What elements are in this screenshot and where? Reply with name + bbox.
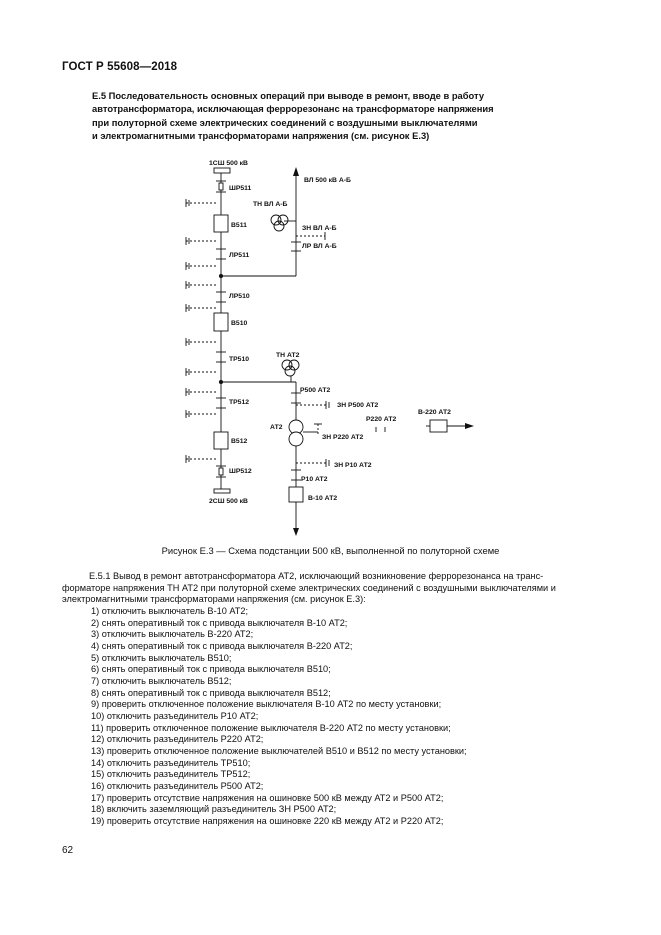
voltage-transformer-tn-vl [271, 215, 296, 231]
label-line-ab: ВЛ 500 кВ А-Б [304, 177, 351, 184]
arrow-right-icon [465, 423, 474, 429]
list-item: 15) отключить разъединитель ТР512; [91, 769, 251, 780]
list-item: 10) отключить разъединитель Р10 АТ2; [91, 710, 259, 721]
label-v512: В512 [231, 438, 248, 445]
page-number: 62 [62, 845, 74, 856]
grounding-switch-icon [186, 410, 216, 418]
breaker-v511 [214, 215, 228, 232]
paragraph-line: электромагнитными трансформаторами напряжения (см. рисунок Е.3): [62, 594, 366, 605]
label-zn-r220: ЗН Р220 АТ2 [322, 434, 364, 441]
list-item: 19) проверить отсутствие напряжения на ошиновке 220 кВ между АТ2 и Р220 АТ2; [91, 815, 444, 826]
grounding-switch-icon [186, 388, 216, 396]
breaker-v220 [430, 420, 447, 432]
figure-caption: Рисунок Е.3 — Схема подстанции 500 кВ, выполненной по полуторной схеме [161, 545, 500, 556]
grounding-switch-icon [314, 424, 322, 436]
bus-1-bar [214, 168, 230, 173]
list-item: 1) отключить выключатель В-10 АТ2; [91, 606, 249, 616]
label-zn-line: ЗН ВЛ А-Б [302, 225, 337, 232]
label-shr512: ШР512 [229, 468, 252, 475]
label-r500: Р500 АТ2 [300, 387, 331, 394]
list-item: 3) отключить выключатель В-220 АТ2; [91, 629, 254, 640]
disconnector-shr512 [216, 466, 226, 477]
label-v10: В-10 АТ2 [308, 495, 338, 502]
label-lr510: ЛР510 [229, 293, 250, 300]
label-v511: В511 [231, 222, 247, 229]
list-item: 5) отключить выключатель В510; [91, 652, 232, 663]
paragraph-line: Е.5.1 Вывод в ремонт автотрансформатора АТ2, исключающий возникновение феррорезонанса на транс- [89, 571, 544, 581]
bus-2-bar [214, 489, 230, 493]
label-tn-line: ТН ВЛ А-Б [253, 201, 288, 208]
paragraph-line: форматоре напряжения ТН АТ2 при полуторной схеме электрических соединений с воздушными выключателями и [62, 582, 556, 593]
grounding-switch-icon [296, 459, 329, 467]
label-zn-r500: ЗН Р500 АТ2 [337, 402, 379, 409]
label-tn-at2: ТН АТ2 [276, 352, 300, 359]
grounding-switch-icon [296, 401, 329, 409]
label-lr-line: ЛР ВЛ А-Б [302, 243, 337, 250]
grounding-switch-icon [186, 237, 216, 245]
grounding-switch-icon [186, 199, 216, 207]
arrow-down-icon [293, 528, 299, 536]
list-item: 8) снять оперативный ток с привода выключателя В512; [91, 687, 331, 698]
list-item: 4) снять оперативный ток с привода выключателя В-220 АТ2; [91, 640, 353, 651]
list-item: 17) проверить отсутствие напряжения на ошиновке 500 кВ между АТ2 и Р500 АТ2; [91, 792, 444, 803]
section-title-line: при полуторной схеме электрических соединений с воздушными выключателями [92, 116, 478, 128]
label-r10: Р10 АТ2 [301, 476, 328, 483]
list-item: 6) снять оперативный ток с привода выключателя В510; [91, 664, 331, 675]
grounding-switch-icon [186, 281, 216, 289]
list-item: 13) проверить отключенное положение выключателей В510 и В512 по месту установки; [91, 745, 467, 756]
label-tr512: ТР512 [229, 399, 250, 406]
grounding-switch-icon [186, 338, 216, 346]
label-lr511: ЛР511 [229, 252, 250, 259]
grounding-switch-icon [186, 304, 216, 312]
grounding-switch-icon [186, 262, 216, 270]
list-item: 11) проверить отключенное положение выключателя В-220 АТ2 по месту установки; [91, 722, 451, 733]
label-v510: В510 [231, 320, 248, 327]
list-item: 16) отключить разъединитель Р500 АТ2; [91, 780, 264, 791]
paragraph-e51 [62, 571, 602, 606]
label-v220: В-220 АТ2 [418, 409, 451, 416]
label-shr511: ШР511 [229, 185, 252, 192]
list-item: 7) отключить выключатель В512; [91, 675, 232, 686]
list-item: 14) отключить разъединитель ТР510; [91, 757, 251, 768]
list-item: 9) проверить отключенное положение выключателя В-10 АТ2 по месту установки; [91, 699, 442, 710]
list-item: 12) отключить разъединитель Р220 АТ2; [91, 734, 264, 745]
bus-1-label: 1СШ 500 кВ [209, 160, 248, 167]
section-title-line: и электромагнитными трансформаторами напряжения (см. рисунок Е.3) [92, 129, 430, 141]
disconnector-r220 [376, 427, 385, 432]
section-title-line: автотрансформатора, исключающая феррорезонанс на трансформаторе напряжения [92, 103, 494, 115]
bus-2-label: 2СШ 500 кВ [209, 498, 248, 505]
label-zn-r10: ЗН Р10 АТ2 [334, 462, 372, 469]
label-tr510: ТР510 [229, 356, 250, 363]
disconnector-shr511 [216, 181, 226, 192]
list-item: 2) снять оперативный ток с привода выключателя В-10 АТ2; [91, 617, 348, 628]
document-header: ГОСТ Р 55608—2018 [62, 61, 178, 73]
label-at2: АТ2 [270, 424, 283, 431]
voltage-transformer-tn-at2 [282, 360, 299, 382]
autotransformer-at2 [289, 420, 303, 446]
grounding-switch-icon [296, 232, 325, 240]
arrow-up-icon [293, 167, 299, 176]
breaker-v512 [214, 432, 228, 449]
breaker-v10 [289, 487, 303, 502]
list-item: 18) включить заземляющий разъединитель ЗН Р500 АТ2; [91, 804, 337, 815]
grounding-switch-icon [186, 368, 216, 376]
steps-list [91, 606, 467, 827]
grounding-switch-icon [186, 455, 216, 463]
breaker-v510 [214, 313, 228, 331]
label-r220: Р220 АТ2 [366, 416, 397, 423]
section-title-line: Е.5 Последовательность основных операций при выводе в ремонт, вводе в работу [92, 90, 485, 101]
